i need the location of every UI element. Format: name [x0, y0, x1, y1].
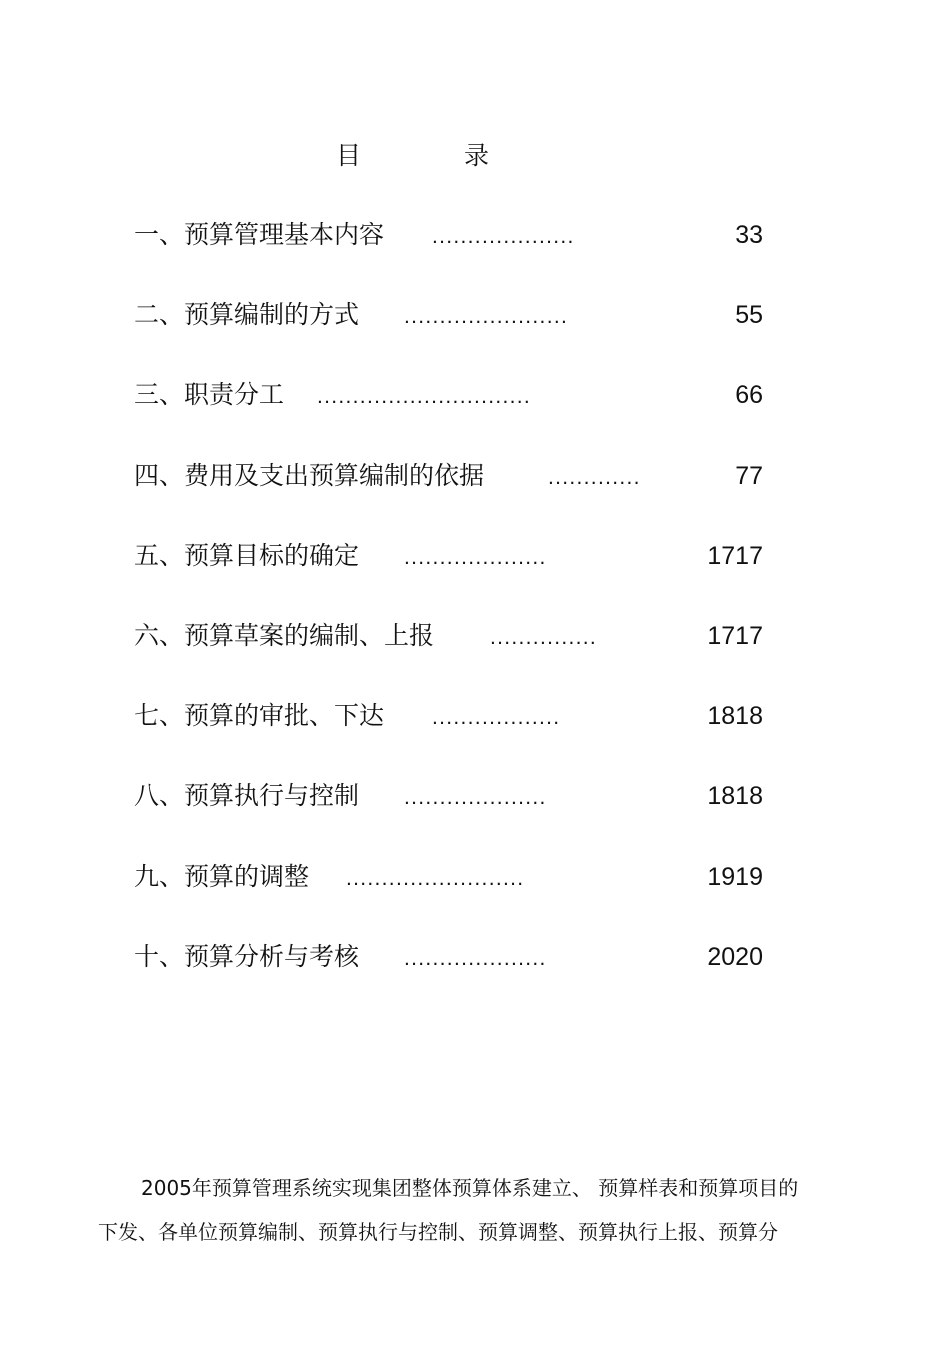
toc-entry-page: 1919	[707, 862, 763, 891]
toc-entry-leader: ....................	[432, 225, 575, 248]
toc-entry-page: 1717	[707, 541, 763, 570]
toc-entry-label: 四、费用及支出预算编制的依据	[134, 460, 485, 490]
toc-title-char: 录	[464, 141, 490, 170]
toc-entry[interactable]	[0, 215, 950, 295]
toc-entry-label: 五、预算目标的确定	[134, 540, 360, 570]
toc-entry-leader: ..............................	[317, 385, 532, 409]
toc-entry-leader: ....................	[404, 946, 547, 970]
toc-entry-page: 1818	[707, 702, 763, 731]
toc-entry[interactable]	[0, 857, 950, 937]
toc-title	[0, 138, 950, 174]
toc-entry-page: 2020	[707, 942, 763, 971]
toc-list	[0, 215, 950, 1017]
toc-entry-page: 77	[735, 461, 763, 490]
toc-entry-label: 十、预算分析与考核	[134, 941, 360, 971]
toc-entry-leader: .............	[548, 465, 641, 489]
toc-entry-leader: .........................	[346, 866, 525, 890]
toc-entry-leader: ....................	[404, 545, 547, 569]
toc-entry-leader: ...............	[490, 625, 598, 649]
toc-entry-leader: ....................	[404, 786, 547, 810]
toc-entry[interactable]	[0, 375, 950, 455]
toc-entry-page: 33	[735, 221, 763, 249]
intro-line: 下发、各单位预算编制、预算执行与控制、预算调整、预算执行上报、预算分	[98, 1220, 778, 1244]
toc-entry[interactable]	[0, 776, 950, 856]
toc-entry[interactable]	[0, 536, 950, 616]
toc-entry[interactable]	[0, 696, 950, 776]
toc-entry-page: 1717	[707, 621, 763, 650]
toc-entry-label: 九、预算的调整	[134, 861, 310, 891]
toc-entry-label: 八、预算执行与控制	[134, 781, 360, 811]
toc-entry-label: 二、预算编制的方式	[134, 300, 360, 330]
toc-entry[interactable]	[0, 295, 950, 375]
toc-entry-page: 1818	[707, 782, 763, 811]
toc-entry-leader: ..................	[432, 706, 561, 730]
intro-line: 2005年预算管理系统实现集团整体预算体系建立、 预算样表和预算项目的	[141, 1176, 799, 1200]
toc-entry[interactable]	[0, 456, 950, 536]
toc-title-char: 目	[336, 141, 362, 170]
toc-entry-leader: .......................	[404, 305, 569, 329]
toc-entry-page: 66	[735, 381, 763, 410]
toc-entry-label: 六、预算草案的编制、上报	[134, 620, 435, 650]
toc-entry-label: 三、职责分工	[134, 380, 285, 410]
toc-entry[interactable]	[0, 937, 950, 1017]
toc-entry-page: 55	[735, 301, 763, 330]
toc-entry-label: 一、预算管理基本内容	[134, 220, 385, 249]
toc-entry-label: 七、预算的审批、下达	[134, 701, 385, 731]
toc-entry[interactable]	[0, 616, 950, 696]
intro-paragraph	[98, 1166, 858, 1254]
